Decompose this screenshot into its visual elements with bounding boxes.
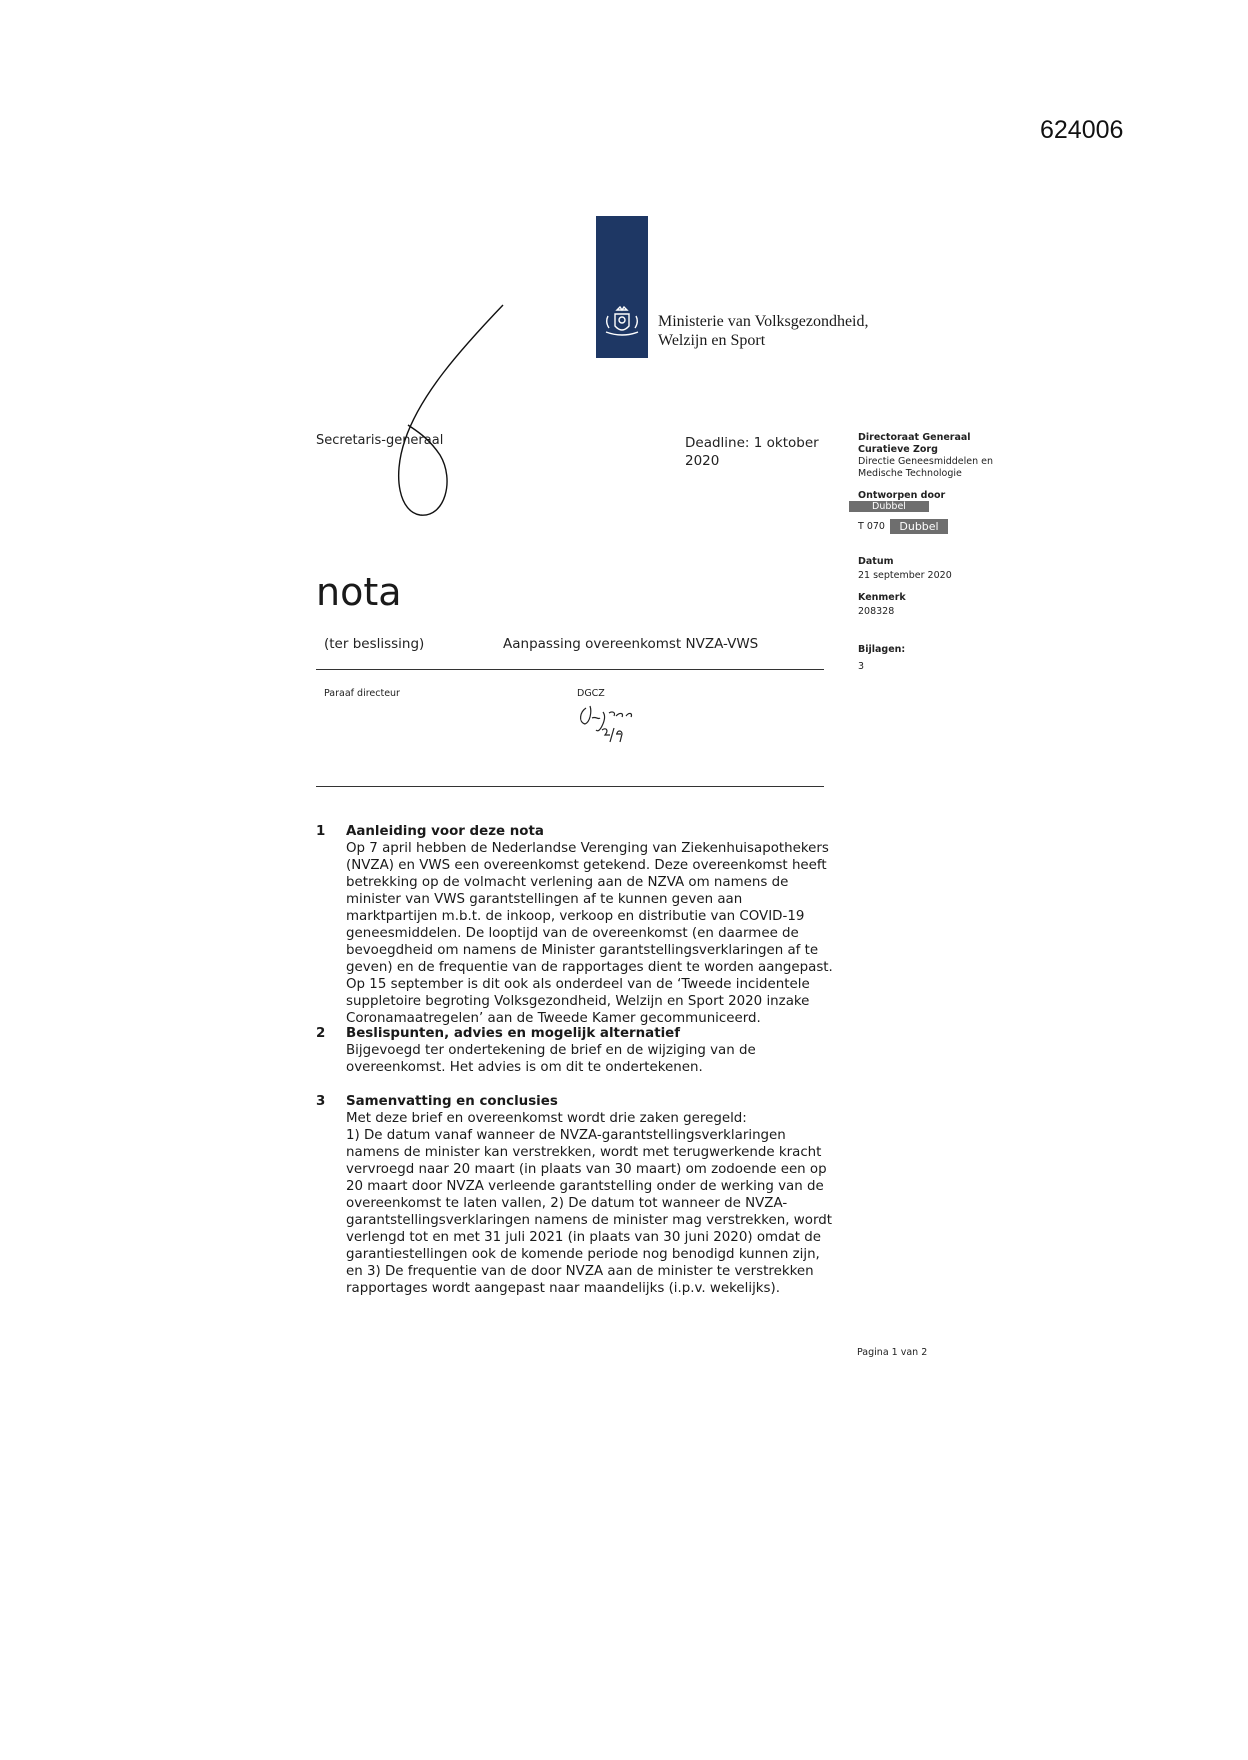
section-number: 2 bbox=[316, 1026, 326, 1041]
sidebar-attachments-value: 3 bbox=[858, 661, 865, 672]
sidebar-dir-line2: Medische Technologie bbox=[858, 468, 962, 479]
section-body: Bijgevoegd ter ondertekening de brief en de wijziging van de overeenkomst. Het advies is om dit te ondertekenen. bbox=[346, 1043, 756, 1075]
subject-line: Aanpassing overeenkomst NVZA-VWS bbox=[503, 636, 759, 652]
initials-director-label: Paraaf directeur bbox=[324, 688, 400, 699]
section-heading: Aanleiding voor deze nota bbox=[346, 824, 544, 839]
sidebar-dir-line1: Directie Geneesmiddelen en bbox=[858, 456, 994, 467]
section-number: 1 bbox=[316, 824, 326, 839]
redacted-name: Dubbel bbox=[849, 501, 929, 512]
ministry-name-line1: Ministerie van Volksgezondheid, bbox=[658, 313, 869, 330]
document-number: 624006 bbox=[1040, 116, 1124, 144]
coat-of-arms-icon bbox=[600, 302, 644, 342]
sidebar-reference-label: Kenmerk bbox=[858, 592, 906, 603]
signature-stroke bbox=[399, 305, 503, 515]
section-introduction bbox=[316, 823, 836, 1027]
purpose-label: (ter beslissing) bbox=[324, 636, 425, 652]
section-summary bbox=[316, 1093, 836, 1297]
sidebar-date-value: 21 september 2020 bbox=[858, 570, 952, 581]
sidebar-date-label: Datum bbox=[858, 556, 894, 567]
sidebar-dg-line1: Directoraat Generaal bbox=[858, 432, 971, 443]
initials-scribble bbox=[581, 706, 632, 731]
initials-dgcz-label: DGCZ bbox=[577, 688, 605, 699]
page-number: Pagina 1 van 2 bbox=[857, 1347, 928, 1358]
section-body-conclusions: 1) De datum vanaf wanneer de NVZA-garantstellingsverklaringen namens de minister kan verstrekken, wordt met terugwerkende kracht vervroegd naar 20 maart (in plaats van 30 maart) om zodoende een op 20 maart door NVZA verleende garantstelling onder de werking van de overeenkomst te laten vallen, 2) De datum tot wanneer de NVZA-garantstellingsverklaringen namens de minister mag verstrekken, wordt verlengd tot en met 31 juli 2021 (in plaats van 30 juni 2020) omdat de garantiestellingen ook de komende periode nog benodigd kunnen zijn, en 3) De frequentie van de door NVZA aan de minister te verstrekken rapportages wordt aangepast naar maandelijks (i.p.v. wekelijks). bbox=[346, 1128, 832, 1296]
section-heading: Beslispunten, advies en mogelijk alternatief bbox=[346, 1026, 681, 1041]
divider bbox=[316, 669, 824, 670]
section-heading: Samenvatting en conclusies bbox=[346, 1094, 558, 1109]
sidebar-designed-by-label: Ontworpen door bbox=[858, 490, 946, 501]
divider bbox=[316, 786, 824, 787]
sidebar-reference-value: 208328 bbox=[858, 606, 895, 617]
section-body: Op 7 april hebben de Nederlandse Verenging van Ziekenhuisapothekers (NVZA) en VWS een overeenkomst getekend. Deze overeenkomst heeft betrekking op de volmacht verlening aan de NZVA om namens de minister van VWS garantstellingen af te kunnen geven aan marktpartijen m.b.t. de inkoop, verkoop en distributie van COVID-19 geneesmiddelen. De looptijd van de overeenkomst (en daarmee de bevoegdheid om namens de Minister garantstellingsverklaringen af te geven) en de frequentie van de rapportages dient te worden aangepast. Op 15 september is dit ook als onderdeel van de ‘Tweede incidentele suppletoire begroting Volksgezondheid, Welzijn en Sport 2020 inzake Coronamaatregelen’ aan de Tweede Kamer gecommuniceerd. bbox=[346, 841, 833, 1026]
redacted-phone: Dubbel bbox=[890, 519, 948, 534]
page-title: nota bbox=[316, 570, 402, 614]
section-body: Met deze brief en overeenkomst wordt drie zaken geregeld: bbox=[346, 1111, 747, 1126]
sidebar-phone-prefix: T 070 bbox=[858, 521, 885, 532]
section-decision-points bbox=[316, 1025, 836, 1076]
deadline: Deadline: 1 oktober 2020 bbox=[685, 435, 819, 469]
sidebar-directorate bbox=[858, 432, 993, 480]
ministry-name bbox=[658, 312, 869, 350]
sidebar-dg-line2: Curatieve Zorg bbox=[858, 444, 938, 455]
section-number: 3 bbox=[316, 1094, 326, 1109]
sidebar-attachments-label: Bijlagen: bbox=[858, 644, 906, 655]
ministry-name-line2: Welzijn en Sport bbox=[658, 332, 766, 349]
initials-date bbox=[602, 728, 622, 742]
sender: Secretaris-generaal bbox=[316, 433, 444, 448]
